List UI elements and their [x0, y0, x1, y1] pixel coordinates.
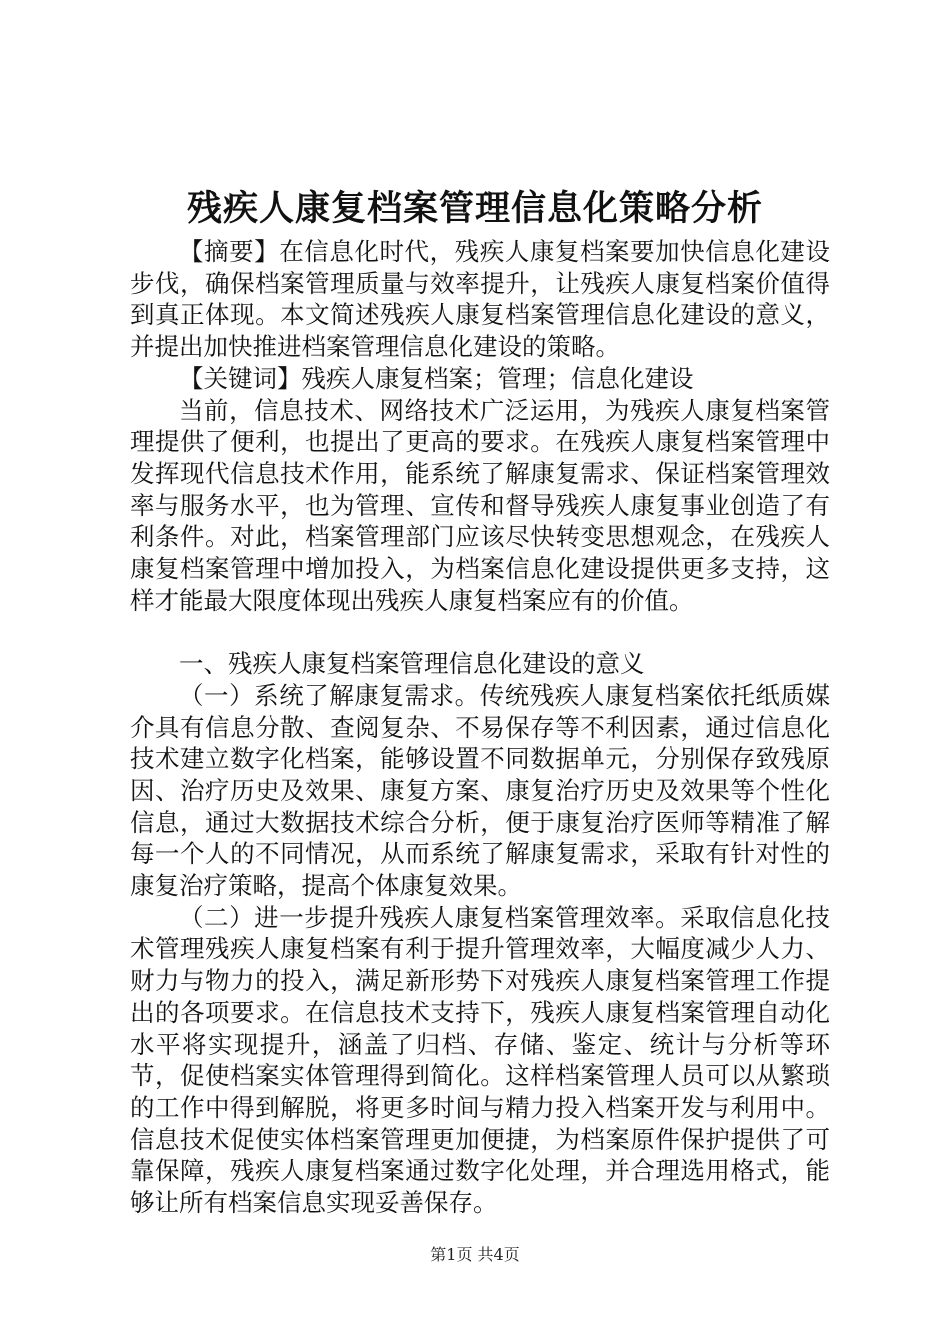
document-title: 残疾人康复档案管理信息化策略分析 [186, 188, 763, 229]
document-body [130, 236, 830, 1219]
page-number-footer: 第1页 共4页 [430, 1245, 520, 1264]
keywords-paragraph: 【关键词】残疾人康复档案；管理；信息化建设 [179, 363, 694, 393]
intro-paragraph: 当前，信息技术、网络技术广泛运用，为残疾人康复档案管理提供了便利，也提出了更高的要求。在残疾人康复档案管理中发挥现代信息技术作用，能系统了解康复需求、保证档案管理效率与服务水平，也为管理、宣传和督导残疾人康复事业创造了有利条件。对此，档案管理部门应该尽快转变思想观念，在残疾人康复档案管理中增加投入，为档案信息化建设提供更多支持，这样才能最大限度体现出残疾人康复档案应有的价值。 [130, 395, 830, 615]
section-paragraph-2: （二）进一步提升残疾人康复档案管理效率。采取信息化技术管理残疾人康复档案有利于提升管理效率，大幅度减少人力、财力与物力的投入，满足新形势下对残疾人康复档案管理工作提出的各项要求。在信息技术支持下，残疾人康复档案管理自动化水平将实现提升，涵盖了归档、存储、鉴定、统计与分析等环节，促使档案实体管理得到简化。这样档案管理人员可以从繁琐的工作中得到解脱，将更多时间与精力投入档案开发与利用中。信息技术促使实体档案管理更加便捷，为档案原件保护提供了可靠保障，残疾人康复档案通过数字化处理，并合理选用格式，能够让所有档案信息实现妥善保存。 [130, 902, 830, 1218]
section-heading: 一、残疾人康复档案管理信息化建设的意义 [179, 649, 645, 679]
section-paragraph-1: （一）系统了解康复需求。传统残疾人康复档案依托纸质媒介具有信息分散、查阅复杂、不易保存等不利因素，通过信息化技术建立数字化档案，能够设置不同数据单元，分别保存致残原因、治疗历史及效果、康复方案、康复治疗历史及效果等个性化信息，通过大数据技术综合分析，便于康复治疗医师等精准了解每一个人的不同情况，从而系统了解康复需求，采取有针对性的康复治疗策略，提高个体康复效果。 [130, 680, 830, 901]
abstract-paragraph: 【摘要】在信息化时代，残疾人康复档案要加快信息化建设步伐，确保档案管理质量与效率提升，让残疾人康复档案价值得到真正体现。本文简述残疾人康复档案管理信息化建设的意义，并提出加快推进档案管理信息化建设的策略。 [130, 237, 830, 362]
